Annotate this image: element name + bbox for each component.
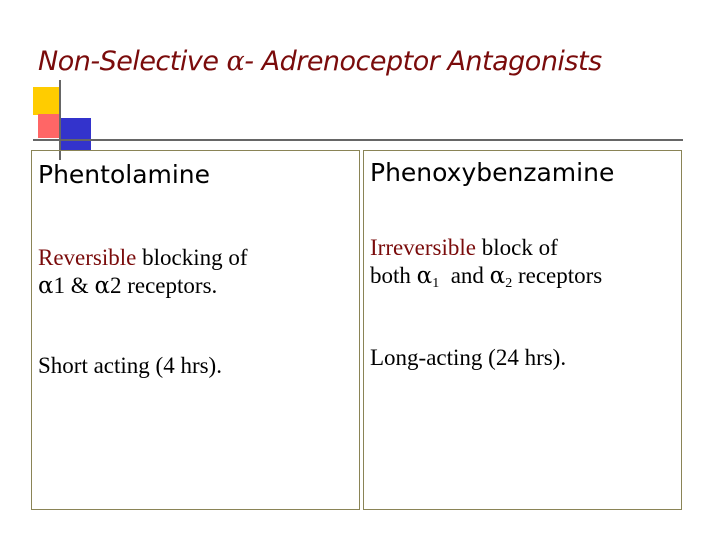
decorative-blue-square bbox=[61, 118, 91, 150]
table-cell-phentolamine bbox=[31, 150, 360, 510]
table-cell-phenoxybenzamine bbox=[363, 150, 682, 510]
page-title bbox=[38, 46, 602, 77]
alpha-2-subscript: 2 bbox=[505, 276, 513, 291]
alpha-1-symbol: α bbox=[38, 273, 54, 299]
decorative-pink-square bbox=[38, 114, 61, 138]
irreversible-text: Irreversible bbox=[370, 235, 476, 260]
both-text: both bbox=[370, 263, 417, 288]
and-text: and bbox=[439, 263, 490, 288]
alpha-1-symbol: α bbox=[416, 263, 433, 289]
alpha-1-subscript: 1 bbox=[432, 276, 440, 291]
phenoxybenzamine-duration: Long-acting (24 hrs). bbox=[370, 345, 567, 370]
alpha-1-text: 1 & bbox=[53, 273, 95, 298]
phenoxybenzamine-mechanism bbox=[370, 234, 602, 290]
heading-phentolamine: Phentolamine bbox=[38, 160, 211, 189]
title-alpha: α bbox=[226, 46, 245, 77]
decorative-yellow-square bbox=[33, 87, 61, 115]
alpha-2-symbol: α bbox=[489, 263, 506, 289]
title-suffix: - Adrenoceptor Antagonists bbox=[244, 46, 602, 77]
reversible-text: Reversible bbox=[38, 245, 137, 270]
decorative-vertical-line bbox=[59, 80, 61, 160]
phentolamine-mechanism bbox=[38, 244, 248, 300]
alpha-2-text: 2 receptors. bbox=[109, 273, 218, 298]
heading-phenoxybenzamine: Phenoxybenzamine bbox=[370, 158, 615, 187]
receptors-text: receptors bbox=[512, 263, 603, 288]
phentolamine-duration: Short acting (4 hrs). bbox=[38, 353, 222, 378]
mechanism-rest: blocking of bbox=[136, 245, 248, 270]
mechanism-rest: block of bbox=[476, 235, 558, 260]
alpha-2-symbol: α bbox=[94, 273, 110, 299]
decorative-horizontal-line bbox=[33, 139, 683, 141]
title-prefix: Non-Selective bbox=[38, 46, 227, 77]
